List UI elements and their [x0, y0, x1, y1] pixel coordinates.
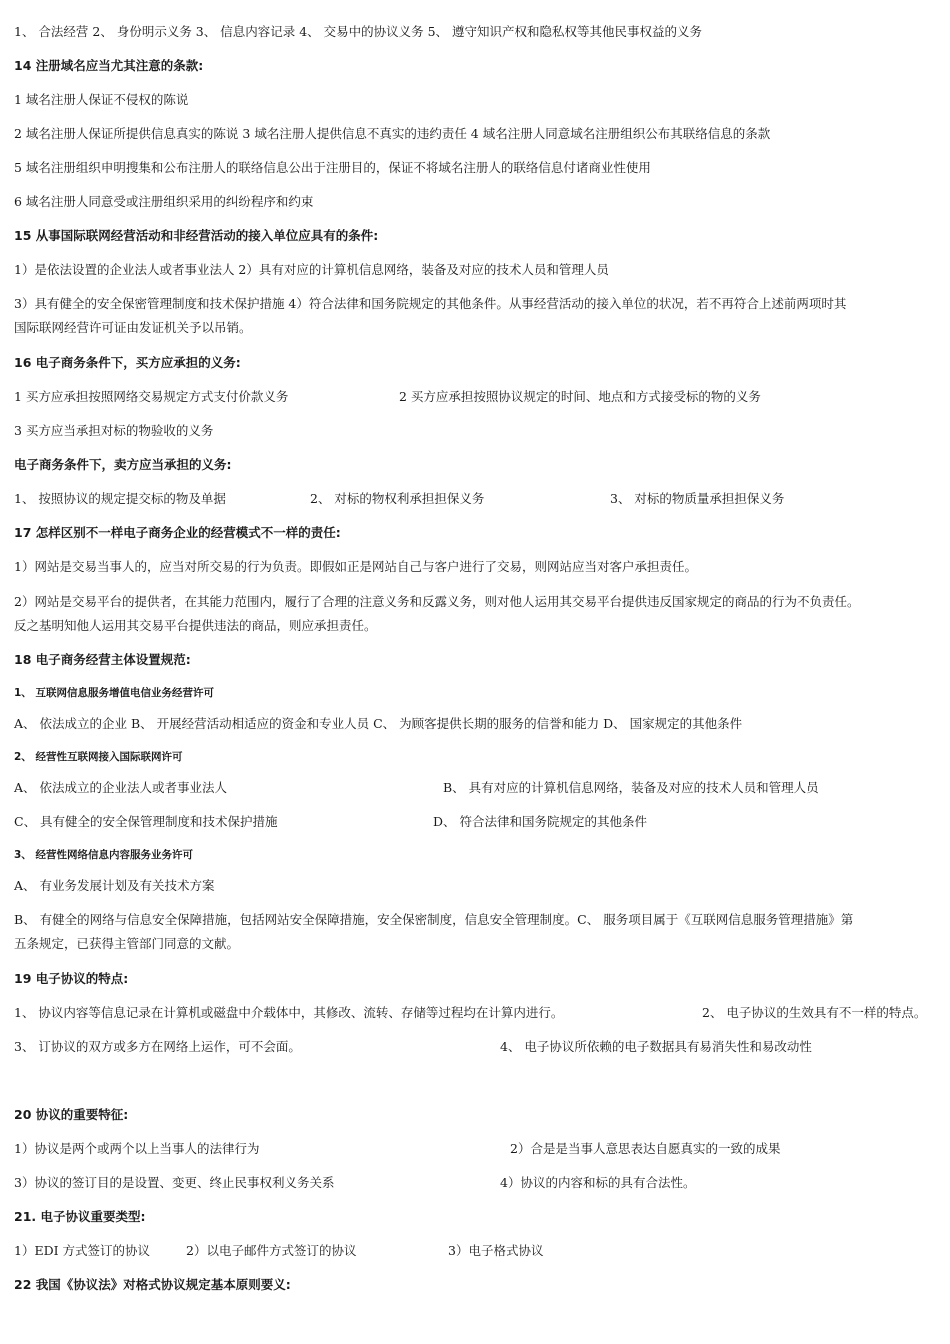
section-15-heading: 15 从事国际联网经营活动和非经营活动的接入单位应具有的条件:: [14, 228, 379, 243]
section-19-item-1: 1、 协议内容等信息记录在计算机或磁盘中介载体中，其修改、流转、存储等过程均在计算内进行。: [14, 1005, 564, 1020]
section-18-sub-2-item-a: A、 依法成立的企业法人或者事业法人: [14, 780, 228, 795]
section-17-heading: 17 怎样区别不一样电子商务企业的经营模式不一样的责任:: [14, 525, 341, 540]
section-22-heading: 22 我国《协议法》对格式协议规定基本原则要义:: [14, 1277, 291, 1292]
section-21-item-2: 2）以电子邮件方式签订的协议: [186, 1243, 357, 1258]
section-14-item-5: 5 域名注册组织申明搜集和公布注册人的联络信息公出于注册目的，保证不将域名注册人的联络信息付诸商业性使用: [14, 160, 651, 175]
section-17-continuation: 反之基明知他人运用其交易平台提供违法的商品，则应承担责任。: [14, 618, 377, 633]
section-18-sub-2-item-c: C、 具有健全的安全保管理制度和技术保护措施: [14, 814, 278, 829]
section-14-item-1: 1 域名注册人保证不侵权的陈说: [14, 92, 189, 107]
section-20-item-1: 1）协议是两个或两个以上当事人的法律行为: [14, 1141, 260, 1156]
section-20-item-2: 2）合是是当事人意思表达自愿真实的一致的成果: [510, 1141, 781, 1156]
section-16-item-3: 3 买方应当承担对标的物验收的义务: [14, 423, 214, 438]
section-18-sub-3: 3、 经营性网络信息内容服务业务许可: [14, 849, 193, 861]
section-21-heading: 21. 电子协议重要类型:: [14, 1209, 146, 1224]
section-16-heading: 16 电子商务条件下，买方应承担的义务:: [14, 355, 241, 370]
section-16-item-1: 1 买方应承担按照网络交易规定方式支付价款义务: [14, 389, 289, 404]
section-18-sub-2-item-b: B、 具有对应的计算机信息网络，装备及对应的技术人员和管理人员: [443, 780, 819, 795]
section-18-sub-1-items: A、 依法成立的企业 B、 开展经营活动相适应的资金和专业人员 C、 为顾客提供长期的服务的信誉和能力 D、 国家规定的其他条件: [14, 716, 743, 731]
section-14-item-6: 6 域名注册人同意受或注册组织采用的纠纷程序和约束: [14, 194, 314, 209]
section-17-item-1: 1）网站是交易当事人的，应当对所交易的行为负责。即假如正是网站自己与客户进行了交易，则网站应当对客户承担责任。: [14, 559, 697, 574]
section-21-item-1: 1）EDI 方式签订的协议: [14, 1243, 151, 1258]
section-17-item-2: 2）网站是交易平台的提供者，在其能力范围内，履行了合理的注意义务和反露义务，则对他人运用其交易平台提供违反国家规定的商品的行为不负责任。: [14, 594, 860, 609]
section-21-item-3: 3）电子格式协议: [448, 1243, 544, 1258]
section-19-item-2: 2、 电子协议的生效具有不一样的特点。: [702, 1005, 927, 1020]
section-18-sub-3-item-a: A、 有业务发展计划及有关技术方案: [14, 878, 215, 893]
seller-obligation-3: 3、 对标的物质量承担担保义务: [610, 491, 785, 506]
section-18-heading: 18 电子商务经营主体设置规范:: [14, 652, 191, 667]
seller-obligation-1: 1、 按照协议的规定提交标的物及单据: [14, 491, 226, 506]
section-14-heading: 14 注册域名应当尤其注意的条款:: [14, 58, 204, 73]
section-18-sub-3-item-b: B、 有健全的网络与信息安全保障措施，包括网站安全保障措施，安全保密制度，信息安全管理制度。C、 服务项目属于《互联网信息服务管理措施》第: [14, 912, 854, 927]
section-20-item-3: 3）协议的签订目的是设置、变更、终止民事权利义务关系: [14, 1175, 335, 1190]
section-18-continuation: 五条规定，已获得主管部门同意的文献。: [14, 936, 240, 951]
section-15-items-3-4: 3）具有健全的安全保密管理制度和技术保护措施 4）符合法律和国务院规定的其他条件。从事经营活动的接入单位的状况，若不再符合上述前两项时其: [14, 296, 847, 311]
seller-obligations-heading: 电子商务条件下，卖方应当承担的义务:: [14, 457, 232, 472]
section-18-sub-2-item-d: D、 符合法律和国务院规定的其他条件: [433, 814, 647, 829]
section-20-item-4: 4）协议的内容和标的具有合法性。: [500, 1175, 696, 1190]
section-16-item-2: 2 买方应承担按照协议规定的时间、地点和方式接受标的物的义务: [399, 389, 761, 404]
section-19-heading: 19 电子协议的特点:: [14, 971, 129, 986]
obligations-list-line: 1、 合法经营 2、 身份明示义务 3、 信息内容记录 4、 交易中的协议义务 5、 遵守知识产权和隐私权等其他民事权益的义务: [14, 24, 703, 39]
section-20-heading: 20 协议的重要特征:: [14, 1107, 129, 1122]
section-19-item-4: 4、 电子协议所依赖的电子数据具有易消失性和易改动性: [500, 1039, 812, 1054]
section-15-items-1-2: 1）是依法设置的企业法人或者事业法人 2）具有对应的计算机信息网络，装备及对应的技术人员和管理人员: [14, 262, 609, 277]
section-14-items-2-4: 2 域名注册人保证所提供信息真实的陈说 3 域名注册人提供信息不真实的违约责任 4 域名注册人同意域名注册组织公布其联络信息的条款: [14, 126, 771, 141]
section-18-sub-1: 1、 互联网信息服务增值电信业务经营许可: [14, 687, 214, 699]
seller-obligation-2: 2、 对标的物权利承担担保义务: [310, 491, 485, 506]
section-18-sub-2: 2、 经营性互联网接入国际联网许可: [14, 751, 183, 763]
section-19-item-3: 3、 订协议的双方或多方在网络上运作，可不会面。: [14, 1039, 301, 1054]
section-15-continuation: 国际联网经营许可证由发证机关予以吊销。: [14, 320, 252, 335]
